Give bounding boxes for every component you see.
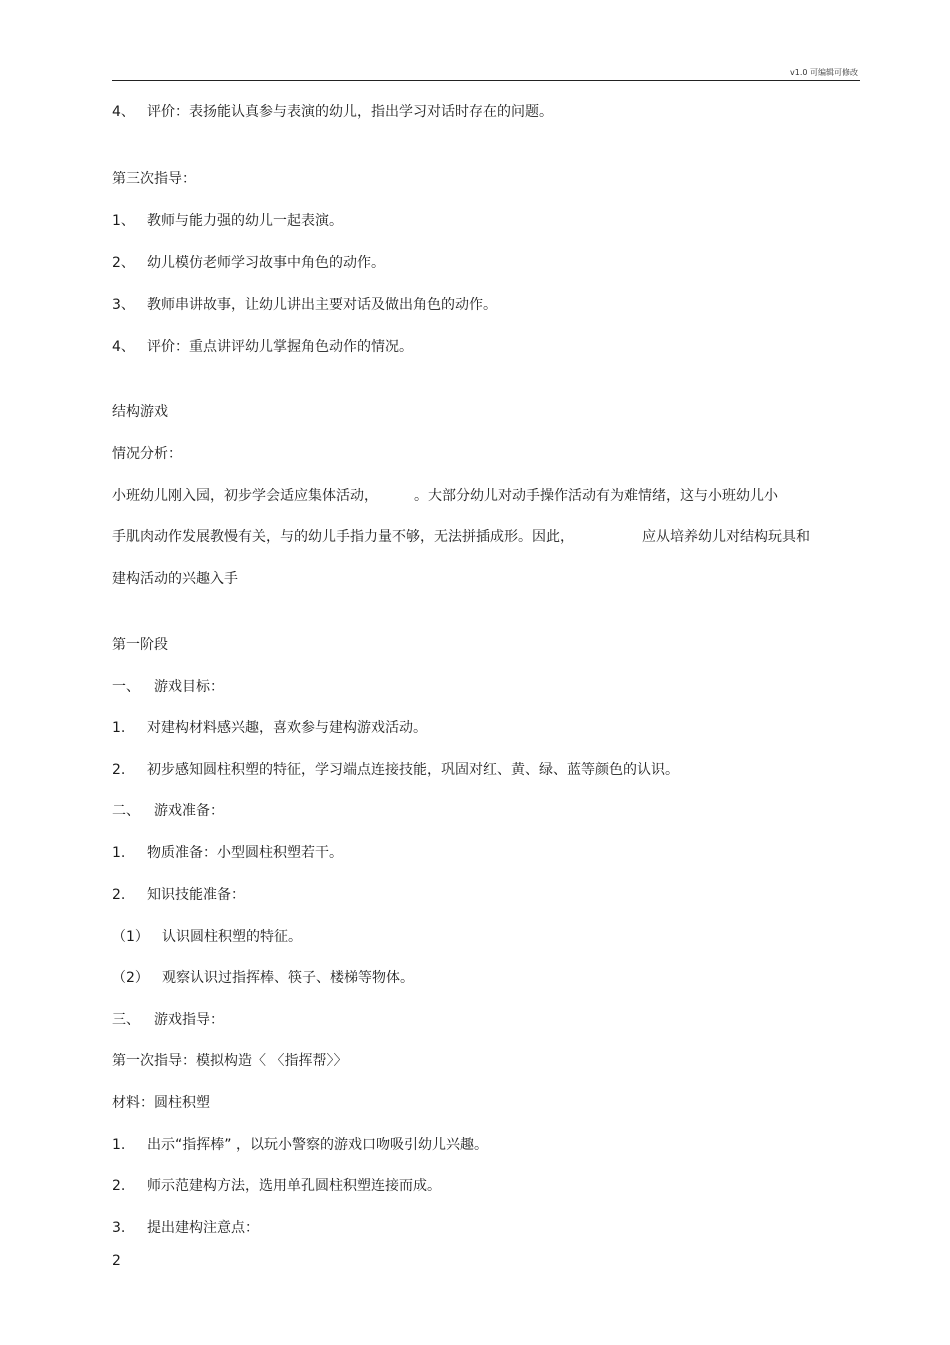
list-text: 游戏准备：: [154, 803, 224, 819]
page-number: 2: [112, 1253, 121, 1269]
list-text: 幼儿模仿老师学习故事中角色的动作。: [147, 255, 385, 271]
list-number: 1、: [112, 213, 135, 229]
list-item: [112, 886, 245, 904]
list-item: [112, 761, 679, 779]
list-number: 1.: [112, 1137, 126, 1153]
list-text: 游戏指导：: [154, 1012, 224, 1028]
list-number: 三、: [112, 1012, 140, 1028]
list-text: 游戏目标：: [154, 679, 224, 695]
list-item: [112, 1136, 488, 1154]
list-item: [112, 338, 413, 356]
list-item: [112, 802, 224, 820]
paragraph-line: [112, 528, 810, 546]
list-item: [112, 103, 553, 121]
paragraph-text: 小班幼儿刚入园，初步学会适应集体活动，: [112, 488, 378, 504]
list-item: [112, 1177, 441, 1195]
list-item: [112, 969, 414, 987]
list-number: 2、: [112, 255, 135, 271]
list-item: [112, 212, 343, 230]
list-number: 3.: [112, 1220, 126, 1236]
list-number: 二、: [112, 803, 140, 819]
list-text: 知识技能准备：: [147, 887, 245, 903]
paragraph-text: 手肌肉动作发展教慢有关，与的幼儿手指力量不够，无法拼插成形。因此，: [112, 529, 574, 545]
list-text: 评价：表扬能认真参与表演的幼儿，指出学习对话时存在的问题。: [147, 104, 553, 120]
list-text: 对建构材料感兴趣，喜欢参与建构游戏活动。: [147, 720, 427, 736]
list-number: 2.: [112, 1178, 126, 1194]
paragraph-text: 应从培养幼儿对结构玩具和: [642, 529, 810, 545]
list-text: 教师与能力强的幼儿一起表演。: [147, 213, 343, 229]
list-item: [112, 678, 224, 696]
list-number: 2.: [112, 762, 126, 778]
paragraph-line: 材料：圆柱积塑: [112, 1095, 210, 1111]
header-version: v1.0 可编辑可修改: [790, 68, 858, 77]
list-text: 认识圆柱积塑的特征。: [162, 929, 302, 945]
list-number: 4、: [112, 339, 135, 355]
list-item: [112, 1219, 259, 1237]
subsection-heading: 情况分析：: [112, 446, 182, 462]
list-text: 出示“指挥棒” ，以玩小警察的游戏口吻吸引幼儿兴趣。: [147, 1137, 488, 1153]
list-item: [112, 254, 385, 272]
list-text: 评价：重点讲评幼儿掌握角色动作的情况。: [147, 339, 413, 355]
list-number: 一、: [112, 679, 140, 695]
list-number: 1.: [112, 720, 126, 736]
list-number: 2.: [112, 887, 126, 903]
list-text: 物质准备：小型圆柱积塑若干。: [147, 845, 343, 861]
list-text: 观察认识过指挥棒、筷子、楼梯等物体。: [162, 970, 414, 986]
list-number: 3、: [112, 297, 135, 313]
list-text: 提出建构注意点：: [147, 1220, 259, 1236]
list-text: 初步感知圆柱积塑的特征，学习端点连接技能，巩固对红、黄、绿、蓝等颜色的认识。: [147, 762, 679, 778]
list-item: [112, 719, 427, 737]
paragraph-line: [112, 487, 778, 505]
section-heading: 第三次指导：: [112, 171, 196, 187]
list-item: [112, 844, 343, 862]
list-text: 师示范建构方法，选用单孔圆柱积塑连接而成。: [147, 1178, 441, 1194]
section-heading: 第一阶段: [112, 637, 168, 653]
list-text: 教师串讲故事，让幼儿讲出主要对话及做出角色的动作。: [147, 297, 497, 313]
list-item: [112, 1011, 224, 1029]
list-number: 1.: [112, 845, 126, 861]
paragraph-line: 建构活动的兴趣入手: [112, 571, 238, 587]
list-item: [112, 296, 497, 314]
header-rule: [112, 80, 860, 81]
list-item: [112, 928, 302, 946]
section-heading: 结构游戏: [112, 404, 168, 420]
paragraph-text: 。大部分幼儿对动手操作活动有为难情绪，这与小班幼儿小: [414, 488, 778, 504]
list-number: （2）: [112, 970, 149, 986]
list-number: 4、: [112, 104, 135, 120]
list-number: （1）: [112, 929, 149, 945]
subsection-heading: 第一次指导：模拟构造〈 〈指挥帮〉〉: [112, 1053, 348, 1069]
